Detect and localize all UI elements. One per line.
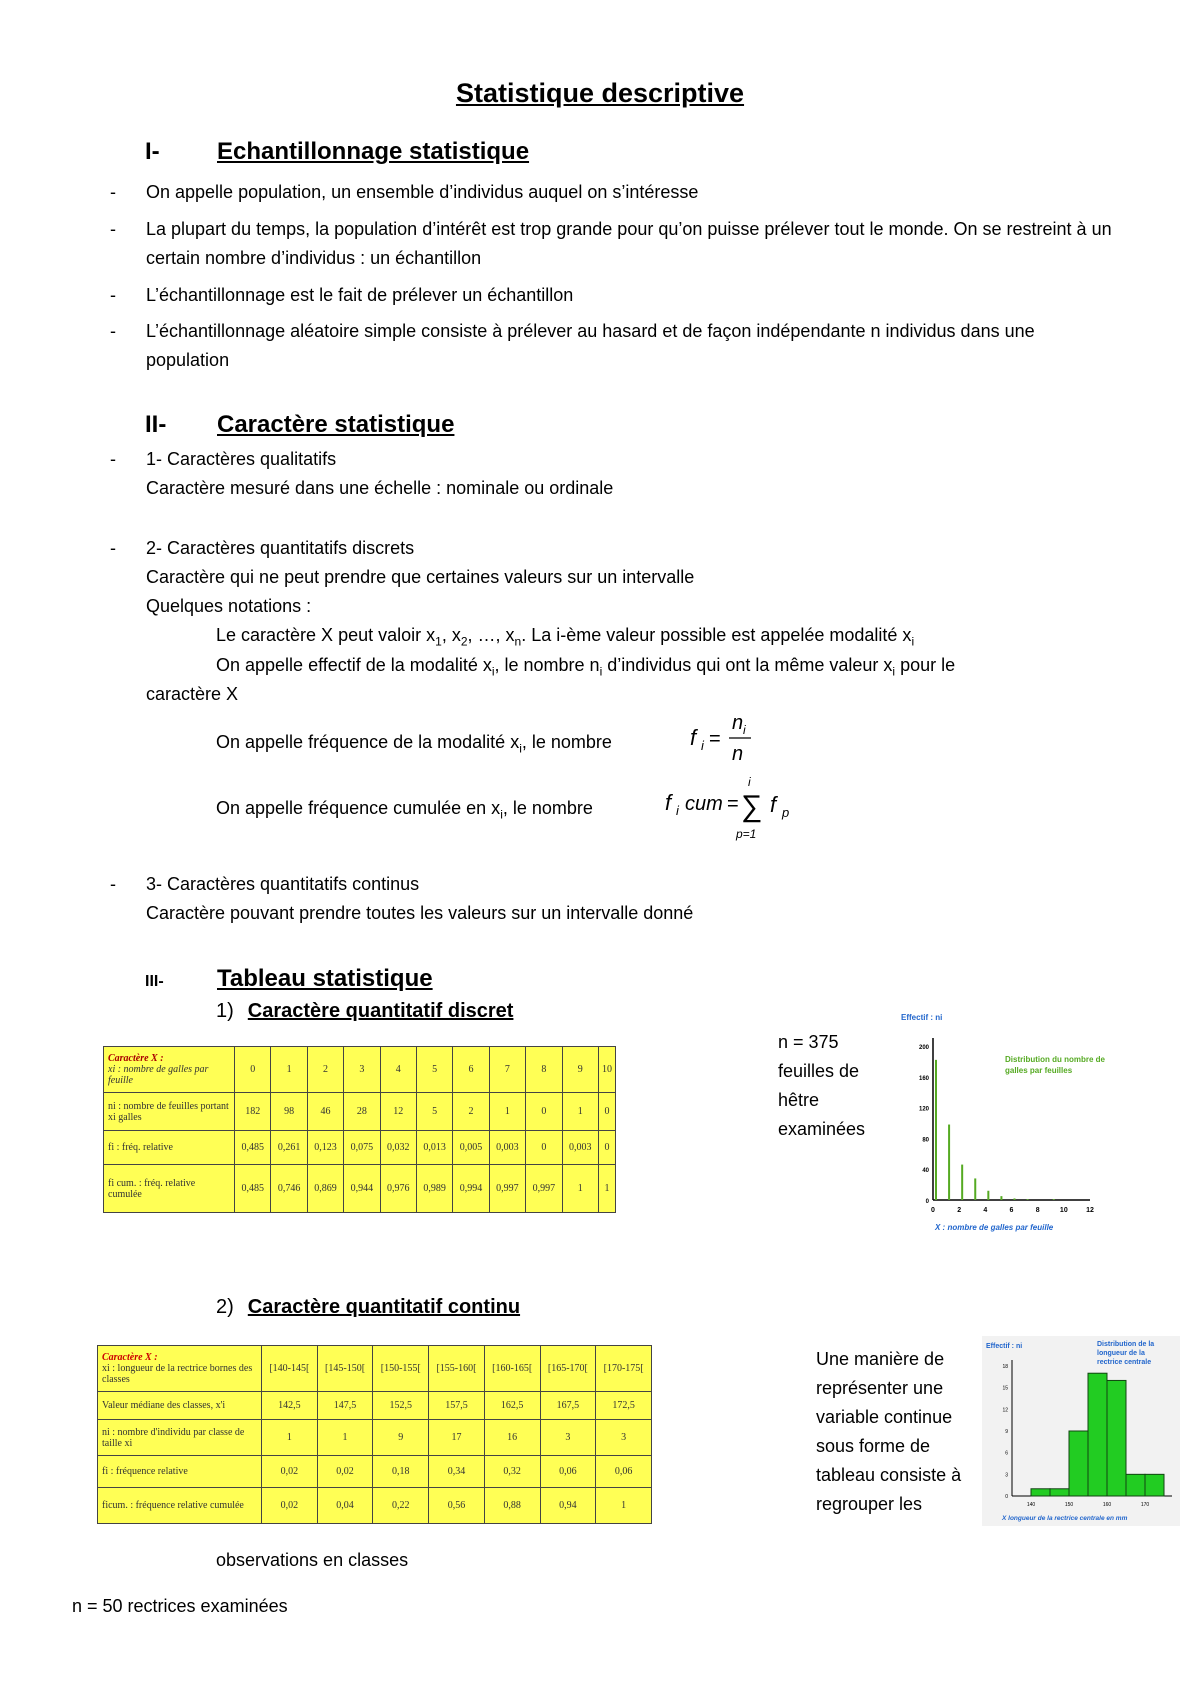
chart1-bar [935, 1060, 937, 1200]
discrete-item: - 2- Caractères quantitatifs discrets Caractère qui ne peut prendre que certaines valeurs sur un intervalle Quelques notations : [110, 538, 695, 616]
chart1-xtick: 8 [1035, 1207, 1040, 1214]
table1-fi-row: fi : fréq. relative 0,485 0,261 0,123 0,075 0,032 0,013 0,005 0,003 0 0,003 0 [104, 1131, 616, 1165]
notation-line-3: caractère X [146, 684, 239, 704]
continuous-table [97, 1345, 652, 1524]
chart1-ytick: 40 [922, 1168, 929, 1175]
continuous-note: Une manière de représenter une variable continue sous forme de tableau consiste à regrouper les [816, 1349, 962, 1514]
table1-header-row: Caractère X : xi : nombre de galles par feuille 0 1 2 3 4 5 6 7 8 9 10 [104, 1047, 616, 1093]
svg-text:i: i [748, 775, 751, 789]
svg-text:f: f [690, 725, 697, 750]
chart1-xtick: 2 [957, 1207, 962, 1214]
bullet-3: - L’échantillonnage est le fait de prélever un échantillon [110, 285, 574, 305]
chart2-bar [1126, 1474, 1145, 1496]
bullet-2: - La plupart du temps, la population d’intérêt est trop grande pour qu’on puisse prélever tout le monde. On se restreint à un certain nombre d’individus : un échantillon [110, 219, 1112, 268]
chart1-bar [1027, 1199, 1029, 1200]
chart2-bar [1031, 1489, 1050, 1496]
frequency-formula [685, 705, 755, 771]
table1-header-label: Caractère X : xi : nombre de galles par feuille [104, 1047, 235, 1093]
chart1-ylabel: Effectif : ni [901, 1013, 943, 1022]
table2-ni-row: ni : nombre d'individu par classe de taille xi 1 1 9 17 16 3 3 [98, 1420, 652, 1456]
chart2-ytick: 9 [1005, 1429, 1008, 1435]
chart2-bar [1050, 1489, 1069, 1496]
table2-header-row: Caractère X : xi : longueur de la rectrice bornes des classes [140-145[ [145-150[ [150-155[ [155-160[ [160-165[ [165-170[ [170-175[ [98, 1346, 652, 1392]
section-3-heading [145, 965, 433, 993]
chart1-ytick: 80 [922, 1137, 929, 1144]
section-3-title: Tableau statistique [217, 965, 433, 992]
svg-text:=: = [709, 728, 721, 750]
chart2-bar [1069, 1431, 1088, 1496]
chart1-ytick: 120 [918, 1106, 929, 1113]
chart1-bar [1053, 1199, 1055, 1200]
subsection-1-heading: 1) Caractère quantitatif discret [216, 1000, 514, 1022]
discrete-distribution-chart [895, 1008, 1105, 1238]
section-2-number: II- [145, 411, 167, 438]
chart2-ytick: 12 [1002, 1407, 1008, 1414]
notation-line-2: On appelle effectif de la modalité $x_i$, le nombre $n_i$ d’individus qui ont la même valeur $x_i$ pour le [216, 655, 956, 679]
chart1-xlabel: X : nombre de galles par feuille [935, 1223, 1054, 1232]
chart1-ytick: 0 [925, 1199, 929, 1205]
svg-text:f: f [665, 790, 672, 815]
classes-note: observations en classes [216, 1550, 409, 1570]
table2-fi-row: fi : fréquence relative 0,02 0,02 0,18 0,34 0,32 0,06 0,06 [98, 1456, 652, 1488]
chart2-xtick: 170 [1140, 1502, 1150, 1508]
chart2-bar [1145, 1474, 1164, 1496]
svg-text:i: i [676, 803, 679, 818]
svg-text:n: n [732, 712, 744, 734]
chart2-ylabel: Effectif : ni [986, 1343, 1023, 1350]
continuous-sample-note: n = 50 rectrices examinées [72, 1596, 288, 1616]
discrete-sample-note: n = 375 feuilles de hêtre examinées [778, 1032, 866, 1139]
chart1-bar [1000, 1196, 1002, 1200]
section-1-number: I- [145, 138, 160, 165]
table2-fcum-row: ficum. : fréquence relative cumulée 0,02 0,04 0,22 0,56 0,88 0,94 1 [98, 1488, 652, 1524]
table2-median-row: Valeur médiane des classes, x'i 142,5 147,5 152,5 157,5 162,5 167,5 172,5 [98, 1392, 652, 1420]
chart2-xtick: 160 [1102, 1502, 1112, 1508]
section-1-title: Echantillonnage statistique [217, 138, 530, 165]
chart1-xtick: 12 [1086, 1207, 1094, 1214]
subsection-2-heading: 2) Caractère quantitatif continu [216, 1296, 521, 1318]
chart2-ytick: 15 [1002, 1385, 1008, 1392]
table1-fcum-row: fi cum. : fréq. relative cumulée 0,485 0,746 0,869 0,944 0,976 0,989 0,994 0,997 0,997 1 1 [104, 1165, 616, 1213]
chart1-ytick: 200 [918, 1045, 929, 1051]
continuous-histogram [982, 1336, 1180, 1526]
chart2-title: Distribution de la longueur de la rectrice centrale [1097, 1341, 1155, 1366]
cumulative-formula [660, 770, 810, 846]
chart1-title: Distribution du nombre de galles par feuilles [1005, 1055, 1105, 1075]
section-1-heading [145, 138, 529, 166]
chart1-bar [948, 1125, 950, 1200]
svg-text:=: = [727, 793, 739, 815]
svg-text:i: i [701, 738, 704, 753]
frequency-definition: On appelle fréquence de la modalité $x_i$, le nombre [216, 732, 612, 756]
chart1-bar [1014, 1198, 1016, 1200]
bullet-1: - On appelle population, un ensemble d’individus auquel on s’intéresse [110, 182, 699, 202]
chart1-xtick: 10 [1059, 1207, 1068, 1214]
bullet-4: - L’échantillonnage aléatoire simple consiste à prélever au hasard et de façon indépendante n individus dans une population [110, 321, 1035, 370]
chart1-bar [961, 1165, 963, 1200]
chart2-bar [1088, 1373, 1107, 1496]
cumulative-definition: On appelle fréquence cumulée en $x_i$, le nombre [216, 798, 593, 822]
svg-text:n: n [732, 743, 744, 765]
chart2-xtick: 150 [1064, 1502, 1074, 1508]
svg-text:f: f [770, 792, 777, 817]
section-2-title: Caractère statistique [217, 411, 455, 438]
table1-ni-row: ni : nombre de feuilles portant xi galles 182 98 46 28 12 5 2 1 0 1 0 [104, 1093, 616, 1131]
chart1-bar [974, 1178, 976, 1200]
chart2-ytick: 0 [1005, 1494, 1008, 1500]
continuous-item: - 3- Caractères quantitatifs continus Caractère pouvant prendre toutes les valeurs sur un intervalle donné [110, 874, 694, 923]
chart1-xtick: 0 [931, 1207, 935, 1214]
section-2-heading [145, 411, 454, 439]
svg-text:cum: cum [685, 793, 723, 815]
svg-text:p: p [782, 805, 790, 820]
page-title: Statistique descriptive [455, 78, 745, 108]
chart2-ytick: 6 [1005, 1450, 1008, 1457]
chart2-xlabel: X longueur de la rectrice centrale en mm [1002, 1515, 1128, 1522]
svg-text:∑: ∑ [741, 790, 763, 823]
chart1-xtick: 4 [983, 1207, 988, 1214]
qualitative-item: - 1- Caractères qualitatifs Caractère mesuré dans une échelle : nominale ou ordinale [110, 449, 614, 498]
chart1-ytick: 160 [918, 1075, 929, 1082]
chart1-bar [987, 1191, 989, 1200]
notation-line-1: Le caractère X peut valoir $x_1$, $x_2$, …, $x_n$. La i-ème valeur possible est appelée modalité $x_i$ [216, 625, 915, 649]
svg-text:i: i [743, 723, 746, 737]
chart2-bar [1107, 1380, 1126, 1496]
discrete-table [103, 1046, 616, 1213]
section-3-number: III- [145, 973, 164, 990]
chart2-xtick: 140 [1026, 1502, 1036, 1508]
chart2-ytick: 3 [1005, 1472, 1008, 1479]
chart1-xtick: 6 [1009, 1207, 1014, 1214]
chart2-ytick: 18 [1002, 1364, 1008, 1370]
svg-text:p=1: p=1 [736, 827, 757, 841]
